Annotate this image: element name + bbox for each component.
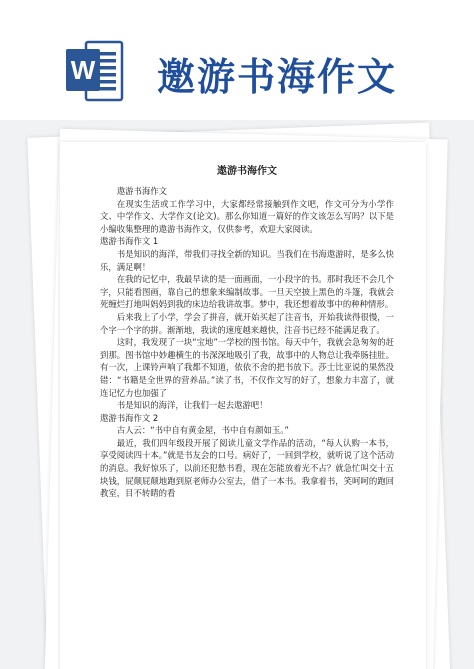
document-paragraph: 在现实生活或工作学习中，大家都经常接触到作文吧，作文可分为小学作文、中学作文、大学作文(论文)。那么你知道一篇好的作文该怎么写吗？以下是小编收集整理的遨游书海作文，仅供参考，欢迎大家阅读。	[100, 198, 394, 234]
banner-title: 邀游书海作文	[157, 55, 398, 99]
section-heading: 遨游书海作文 2	[100, 412, 159, 423]
document-paragraph: 书是知识的海洋，带我们寻找全新的知识。当我们在书海遨游时，是多么快乐，满足啊！	[100, 248, 394, 272]
document-page	[60, 142, 426, 669]
word-icon-letter: W	[70, 55, 96, 85]
document-body	[100, 185, 394, 500]
word-document-icon	[66, 40, 124, 102]
document-preview	[0, 120, 474, 669]
document-paragraph: 后来我上了小学，学会了拼音，就开始买起了注音书，开始我读得很慢，一个字一个字的拼。渐渐地，我读的速度越来越快，注音书已经不能满足我了。	[100, 311, 394, 335]
document-paragraph: 古人云：“书中自有黄金屋，书中自有颜如玉。”	[116, 425, 289, 436]
section-heading: 遨游书海作文 1	[100, 236, 159, 247]
document-paragraph: 这时，我发现了一块“宝地”一学校的图书馆。每天中午，我就会急匆匆的赶到那。图书馆中妙趣横生的书深深地吸引了我，故事中的人物总让我牵肠挂肚。有一次，上课铃声响了我都不知道，依依不舍的把书放下。莎士比亚说的果然没错：“书籍是全世界的营养品。”读了书，不仅作文写的好了，想象力丰富了，就连记忆力也加强了	[100, 337, 394, 398]
document-paragraph: 在我的记忆中，我最早读的是一面画面，一小段字的书。那时我还不会几个字，只能看图画，靠自己的想象来编制故事。一旦天空披上黑色的斗篷，我就会死缠烂打地叫妈妈到我的床边给我讲故事。梦中，我还想着故事中的种种情形。	[100, 274, 394, 310]
document-paragraph: 遨游书海作文	[116, 186, 168, 196]
document-title: 遨游书海作文	[217, 166, 277, 177]
document-paragraph: 书是知识的海洋，让我们一起去遨游吧！	[116, 400, 268, 411]
banner	[0, 0, 474, 120]
document-paragraph: 最近，我们四年级段开展了阅读儿童文学作品的活动，“每人认购一本书，享受阅读四十本。”就是书友会的口号。病好了，一回到学校，就听说了这个活动的消息。我好惊乐了，以前还犯愁书看，现在怎能放着光不占？就急忙叫交十五块钱，屁颠屁颠地跑到原老师办公室去，借了一本书。我拿着书，笑呵呵的跑回教室，目不转睛的看	[100, 437, 394, 499]
